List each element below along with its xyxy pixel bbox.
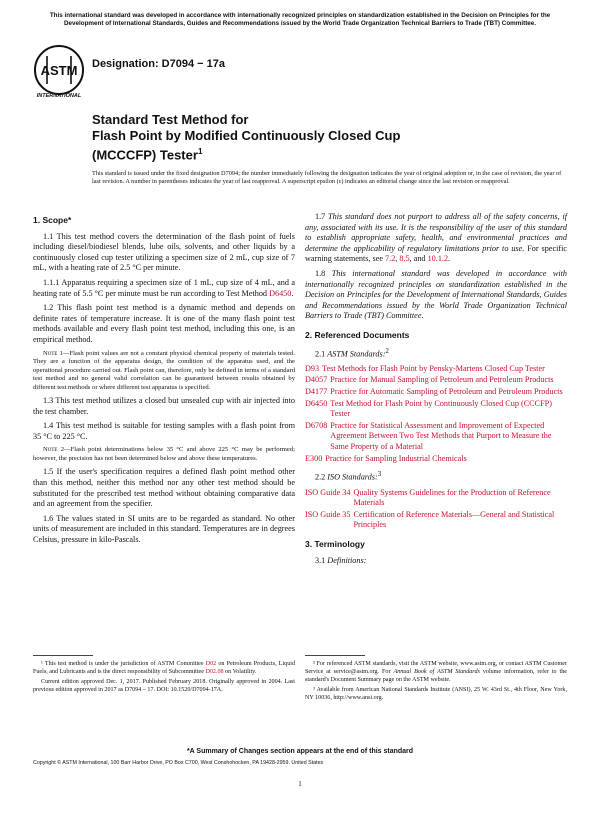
reference-title[interactable]: Test Methods for Flash Point by Pensky-Martens Closed Cup Tester (322, 363, 545, 373)
note-1 (33, 350, 295, 393)
reference-code[interactable]: D6450 (305, 398, 328, 408)
note-1-label: Note 1— (43, 349, 70, 357)
footnote-2 (305, 661, 567, 685)
ref-link-7-2[interactable]: 7.2 (385, 254, 396, 264)
iso-standards-footnote-ref[interactable]: 3 (377, 471, 382, 479)
paragraph-1-7 (305, 212, 567, 265)
footnote-1 (33, 661, 295, 677)
issuance-note: This standard is issued under the fixed designation D7094; the number immediately following the designation indicates the year of original adoption or, in the case of revision, the year of last revision. A number in parentheses indicates the year of last reapproval. A superscript epsilon (ε) indicates an editorial change since the last revision or reapproval. (92, 170, 562, 186)
referenced-documents-heading: 2. Referenced Documents (305, 329, 410, 340)
committee-link-d02[interactable]: D02 (205, 661, 217, 667)
paragraph-1-1: 1.1 This test method covers the determination of the flash point of fuels including diesel/biodiesel blends, lube oils, solvents, and other liquids by a continuously closed cup tester utilizing a specimen size of 2 mL, cup size of 7 mL, with a heating rate of 2.5 °C per minute. (33, 231, 295, 273)
sep-3: . (448, 254, 451, 264)
paragraph-1-7-italic: This standard does not purport to address all of the safety concerns, if any, associated with its use. It is the responsibility of the user of this standard to establish appropriate safety, health, and environmental practices and determine the applicability of regulatory limitations prior to use. (305, 212, 567, 253)
ref-link-d6450[interactable]: D6450 (269, 288, 292, 298)
definitions-num: 3.1 (315, 555, 328, 565)
title-line-3-text: (MCCCFP) Tester (92, 147, 198, 163)
sep-2: , and (409, 254, 428, 264)
designation: Designation: D7094 − 17a (92, 58, 225, 70)
footnote-1-text: ¹ This test method is under the jurisdiction of ASTM Committee (41, 661, 206, 667)
reference-code[interactable]: D93 (305, 363, 320, 373)
footnote-divider (305, 655, 365, 656)
sep-1: , (395, 254, 400, 264)
reference-item[interactable] (305, 421, 567, 453)
iso-standards-text: ISO Standards: (327, 472, 378, 482)
note-2 (33, 446, 295, 463)
reference-item[interactable] (305, 375, 567, 386)
reference-item[interactable] (305, 387, 567, 398)
title-line-1: Standard Test Method for (92, 112, 249, 127)
copyright: Copyright © ASTM International, 100 Barr Harbor Drive, PO Box C700, West Conshohocken, PA 19428-2959. United States (33, 760, 324, 766)
summary-of-changes-note: *A Summary of Changes section appears at the end of this standard (186, 748, 414, 755)
ref-link-8-5[interactable]: 8.5 (399, 254, 410, 264)
paragraph-1-1-1-text: 1.1.1 Apparatus requiring a specimen size of 1 mL, cup size of 4 mL, and a heating rate of 5.5 °C per minute must be run according to Test Method (33, 277, 295, 298)
note-2-text: Flash point determinations below 35 °C and above 225 °C may be performed; however, the precision has not been determined below and above these temperatures. (33, 446, 295, 462)
paragraph-1-7-num: 1.7 (315, 212, 329, 221)
reference-title[interactable]: Practice for Statistical Assessment and Improvement of Expected Agreement Between Two Test Methods that Purport to Measure the Same Property of a Material (330, 420, 552, 452)
reference-item[interactable] (305, 399, 567, 420)
reference-item[interactable] (305, 364, 567, 375)
reference-code[interactable]: ISO Guide 35 (305, 509, 351, 519)
astm-logo-icon (33, 44, 85, 96)
reference-code[interactable]: D4057 (305, 375, 328, 385)
ref-link-10-1-2[interactable]: 10.1.2 (427, 254, 449, 264)
paragraph-1-4: 1.4 This test method is suitable for testing samples with a flash point from 35 °C to 225 °C. (33, 421, 295, 441)
footnote-1-text-2: on Petroleum Products, Liquid Fuels, and Lubricants and is the direct responsibility of Subcommittee (33, 661, 295, 675)
footnote-2-italic: Annual Book of ASTM Standards (393, 668, 480, 675)
scope-heading: 1. Scope* (33, 215, 72, 225)
definitions-text: Definitions: (327, 555, 367, 565)
paragraph-1-1-1 (33, 278, 295, 299)
logo-text: ASTM (40, 63, 78, 78)
reference-code[interactable]: D6708 (305, 420, 328, 430)
title-line-3 (92, 144, 552, 163)
note-1-text: Flash point values are not a constant physical chemical property of materials tested. They are a function of the apparatus design, the condition of the apparatus used, and the operational procedure carried out. Flash point can, therefore, only be defined in terms of a standard test method and no general valid correlation can be guaranteed between results obtained by different test methods or where different test apparatus is specified. (33, 349, 295, 391)
left-column (33, 212, 295, 550)
footnote-2-text-2: volume information, refer to the standard's Document Summary page on the ASTM website. (305, 668, 568, 683)
footnotes-right (305, 661, 567, 703)
paragraph-1-3: 1.3 This test method utilizes a closed but unsealed cup with air injected into the test chamber. (33, 396, 295, 416)
reference-item[interactable] (305, 454, 567, 465)
reference-title[interactable]: Practice for Automatic Sampling of Petroleum and Petroleum Products (330, 387, 563, 397)
page-number: 1 (298, 780, 302, 788)
paragraph-1-8-num: 1.8 (315, 268, 332, 278)
footnote-3: ³ Available from American National Standards Institute (ANSI), 25 W. 43rd St., 4th Floor, New York, NY 10036, http://www.ansi.org. (305, 686, 567, 701)
reference-title[interactable]: Certification of Reference Materials—General and Statistical Principles (353, 509, 555, 530)
subcommittee-link-d02-08[interactable]: D02.08 (205, 668, 224, 675)
reference-item[interactable] (305, 510, 567, 531)
wto-banner: This international standard was developed in accordance with internationally recognized principles on standardization established in the Decision on Principles for the Development of International Standards, Guides and Recommendations issued by the World Trade Organization Technical Barriers to Trade (TBT) Committee. (49, 12, 551, 27)
astm-standards-footnote-ref[interactable]: 2 (385, 347, 389, 355)
iso-reference-list (305, 488, 567, 531)
title-line-2: Flash Point by Modified Continuously Closed Cup (92, 128, 401, 143)
astm-standards-text: ASTM Standards: (327, 349, 386, 359)
terminology-heading: 3. Terminology (305, 538, 365, 549)
paragraph-1-6: 1.6 The values stated in SI units are to be regarded as standard. No other units of measurement are included in this standard. Temperatures are in degrees Celsius, pressure in kilo-Pascals. (33, 513, 295, 544)
astm-standards-label (305, 347, 567, 360)
iso-standards-label (305, 470, 567, 483)
astm-reference-list (305, 364, 567, 464)
reference-code[interactable]: ISO Guide 34 (305, 487, 351, 497)
astm-standards-num: 2.1 (315, 349, 328, 359)
footnotes-left (33, 661, 295, 695)
paragraph-1-7-text: For specific warning statements, see (305, 243, 567, 264)
definitions-label (305, 556, 567, 567)
paragraph-1-1-1-end: . (291, 288, 294, 298)
footnote-1-edition: Current edition approved Dec. 1, 2017. Published February 2018. Originally approved in 2004. Last previous edition approved in 2017 as D7094 – 17. DOI: 10.1520/D7094-17A. (33, 678, 295, 693)
paragraph-1-5: 1.5 If the user's specification requires a defined flash point method other than this method, neither this method nor any other test method should be substituted for the prescribed test method without obtaining comparative data and an agreement from the specifier. (33, 467, 295, 509)
document-title (92, 112, 552, 163)
footnote-divider (33, 655, 93, 656)
footnote-2-text: ² For referenced ASTM standards, visit the ASTM website, www.astm.org, or contact ASTM Customer Service at service@astm.org. For (305, 661, 567, 675)
note-2-label: Note 2— (43, 446, 71, 454)
title-footnote-ref[interactable]: 1 (197, 147, 203, 156)
reference-code[interactable]: E300 (305, 453, 323, 463)
reference-title[interactable]: Test Method for Flash Point by Continuously Closed Cup (CCCFP) Tester (330, 398, 552, 419)
reference-item[interactable] (305, 488, 567, 509)
reference-code[interactable]: D4177 (305, 387, 328, 397)
footnote-1-text-3: on Volatility. (223, 668, 257, 675)
right-column (305, 212, 567, 570)
reference-title[interactable]: Practice for Sampling Industrial Chemicals (325, 453, 467, 463)
logo-caption: INTERNATIONAL (36, 93, 82, 99)
reference-title[interactable]: Quality Systems Guidelines for the Production of Reference Materials (353, 487, 551, 508)
paragraph-1-2: 1.2 This flash point test method is a dynamic method and depends on definite rates of temperature increase. It is one of the many flash point test methods available and every flash point test method, including this one, is an empirical method. (33, 303, 295, 344)
paragraph-1-8-italic: This international standard was developed in accordance with internationally recognized principles on standardization established in the Decision on Principles for the Development of International Standards, Guides and Recommendations issued by the World Trade Organization Technical Barriers to Trade (TBT) Committee. (305, 268, 568, 321)
paragraph-1-8 (305, 269, 567, 322)
iso-standards-num: 2.2 (315, 472, 328, 482)
reference-title[interactable]: Practice for Manual Sampling of Petroleum and Petroleum Products (330, 375, 554, 385)
